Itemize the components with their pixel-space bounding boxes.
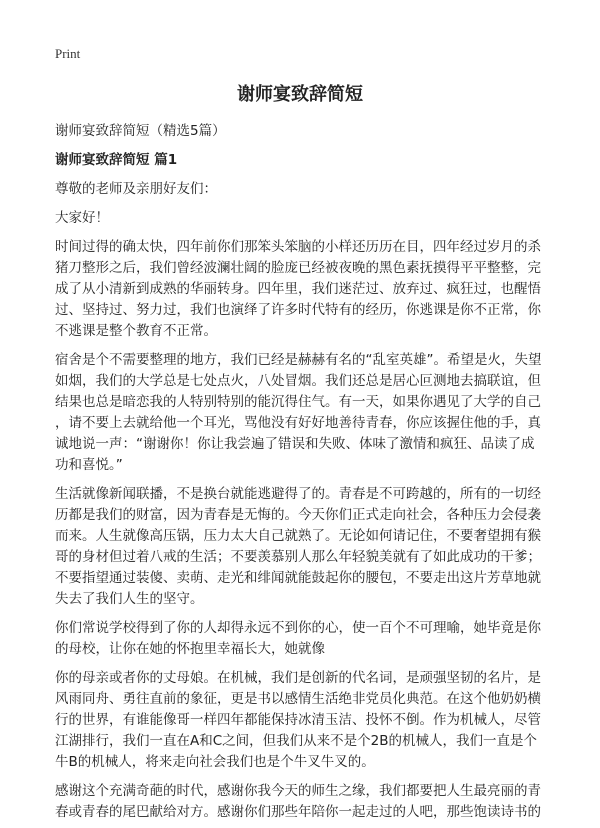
paragraph-line: 行的世界，有谁能像哥一样四年都能保持冰清玉洁、投怀不倒。作为机械人，尽管 xyxy=(55,712,541,728)
paragraph-line: 功和喜悦。” xyxy=(55,457,123,473)
paragraph-line: ，请不要上去就给他一个耳光，骂他没有好好地善待青春，你应该握住他的手，真 xyxy=(55,415,541,431)
greeting: 尊敬的老师及亲朋好友们： xyxy=(55,181,217,197)
paragraph xyxy=(55,350,555,476)
print-link[interactable]: Print xyxy=(55,46,81,61)
page-title: 谢师宴致辞简短 xyxy=(237,84,363,105)
paragraph-line: 失去了我们人生的坚守。 xyxy=(55,591,204,607)
paragraph-line: 成了从小清新到成熟的华丽转身。四年里，我们迷茫过、放弃过、疯狂过，也醒悟 xyxy=(55,281,541,297)
paragraph xyxy=(55,668,555,773)
paragraph-line: 感谢这个充满奇葩的时代，感谢你我今天的师生之缘，我们都要把人生最亮丽的青 xyxy=(55,783,541,799)
paragraph-line: 牛B的机械人，将来走向社会我们也是个牛叉牛叉的。 xyxy=(55,754,375,770)
paragraph-line: 江湖排行，我们一直在A和C之间，但我们从来不是个2B的机械人，我们一直是个 xyxy=(55,733,538,749)
paragraph xyxy=(55,484,555,610)
paragraph-line: 时间过得的确太快，四年前你们那笨头笨脑的小样还历历在目，四年经过岁月的杀 xyxy=(55,239,541,255)
paragraph-line: 不要指望通过装傻、卖萌、走光和绯闻就能鼓起你的腰包，不要走出这片芳草地就 xyxy=(55,570,541,586)
paragraph-line: 生活就像新闻联播，不是换台就能逃避得了的。青春是不可跨越的，所有的一切经 xyxy=(55,486,541,502)
paragraph-line: 诚地说一声：“谢谢你！你让我尝遍了错误和失败、体味了激情和疯狂、品读了成 xyxy=(55,436,535,452)
paragraph-line: 哥的身材但过着八戒的生活；不要羡慕别人那么年轻貌美就有了如此成功的干爹； xyxy=(55,549,541,565)
paragraph-line: 的母校，让你在她的怀抱里幸福长大，她就像 xyxy=(55,641,325,657)
paragraph xyxy=(55,781,555,823)
subtitle: 谢师宴致辞简短（精选5篇） xyxy=(55,123,226,139)
paragraph-line: 过、坚持过、努力过，我们也演绎了许多时代特有的经历，你逃课是你不正常，你 xyxy=(55,302,541,318)
paragraph-line: 风雨同舟、勇往直前的象征，更是书以感情生活绝非党员化典范。在这个他奶奶横 xyxy=(55,691,541,707)
paragraph-line: 春或青春的尾巴献给对方。感谢你们那些年陪你一起走过的人吧，那些饱读诗书的 xyxy=(55,804,541,820)
document-body xyxy=(55,121,555,828)
paragraph-line: 历都是我们的财富，因为青春是无悔的。今天你们正式走向社会，各种压力会侵袭 xyxy=(55,507,541,523)
paragraph-line: 而来。人生就像高压锅，压力太大自己就熟了。无论如何请记住，不要奢望拥有猴 xyxy=(55,528,541,544)
paragraph-line: 如烟，我们的大学总是七处点火，八处冒烟。我们还总是居心叵测地去搞联谊，但 xyxy=(55,373,541,389)
paragraph xyxy=(55,237,555,342)
paragraph-line: 你们常说学校得到了你的人却得永远不到你的心，使一百个不可理喻，她毕竟是你 xyxy=(55,620,541,636)
section-heading: 谢师宴致辞简短 篇1 xyxy=(55,152,178,168)
hello: 大家好！ xyxy=(55,210,109,226)
paragraph-line: 结果也总是暗恋我的人特别特别的能沉得住气。有一天，如果你遇见了大学的自己 xyxy=(55,394,541,410)
paragraph xyxy=(55,618,555,660)
paragraph-line: 你的母亲或者你的丈母娘。在机械，我们是创新的代名词，是顽强坚韧的名片，是 xyxy=(55,670,541,686)
paragraph-line: 猪刀整形之后，我们曾经波澜壮阔的脸庞已经被夜晚的黑色素抚摸得平平整整，完 xyxy=(55,260,541,276)
paragraph-line: 不逃课是整个教育不正常。 xyxy=(55,323,217,339)
paragraph-line: 宿舍是个不需要整理的地方，我们已经是赫赫有名的“乱室英雄”。希望是火，失望 xyxy=(55,352,542,368)
